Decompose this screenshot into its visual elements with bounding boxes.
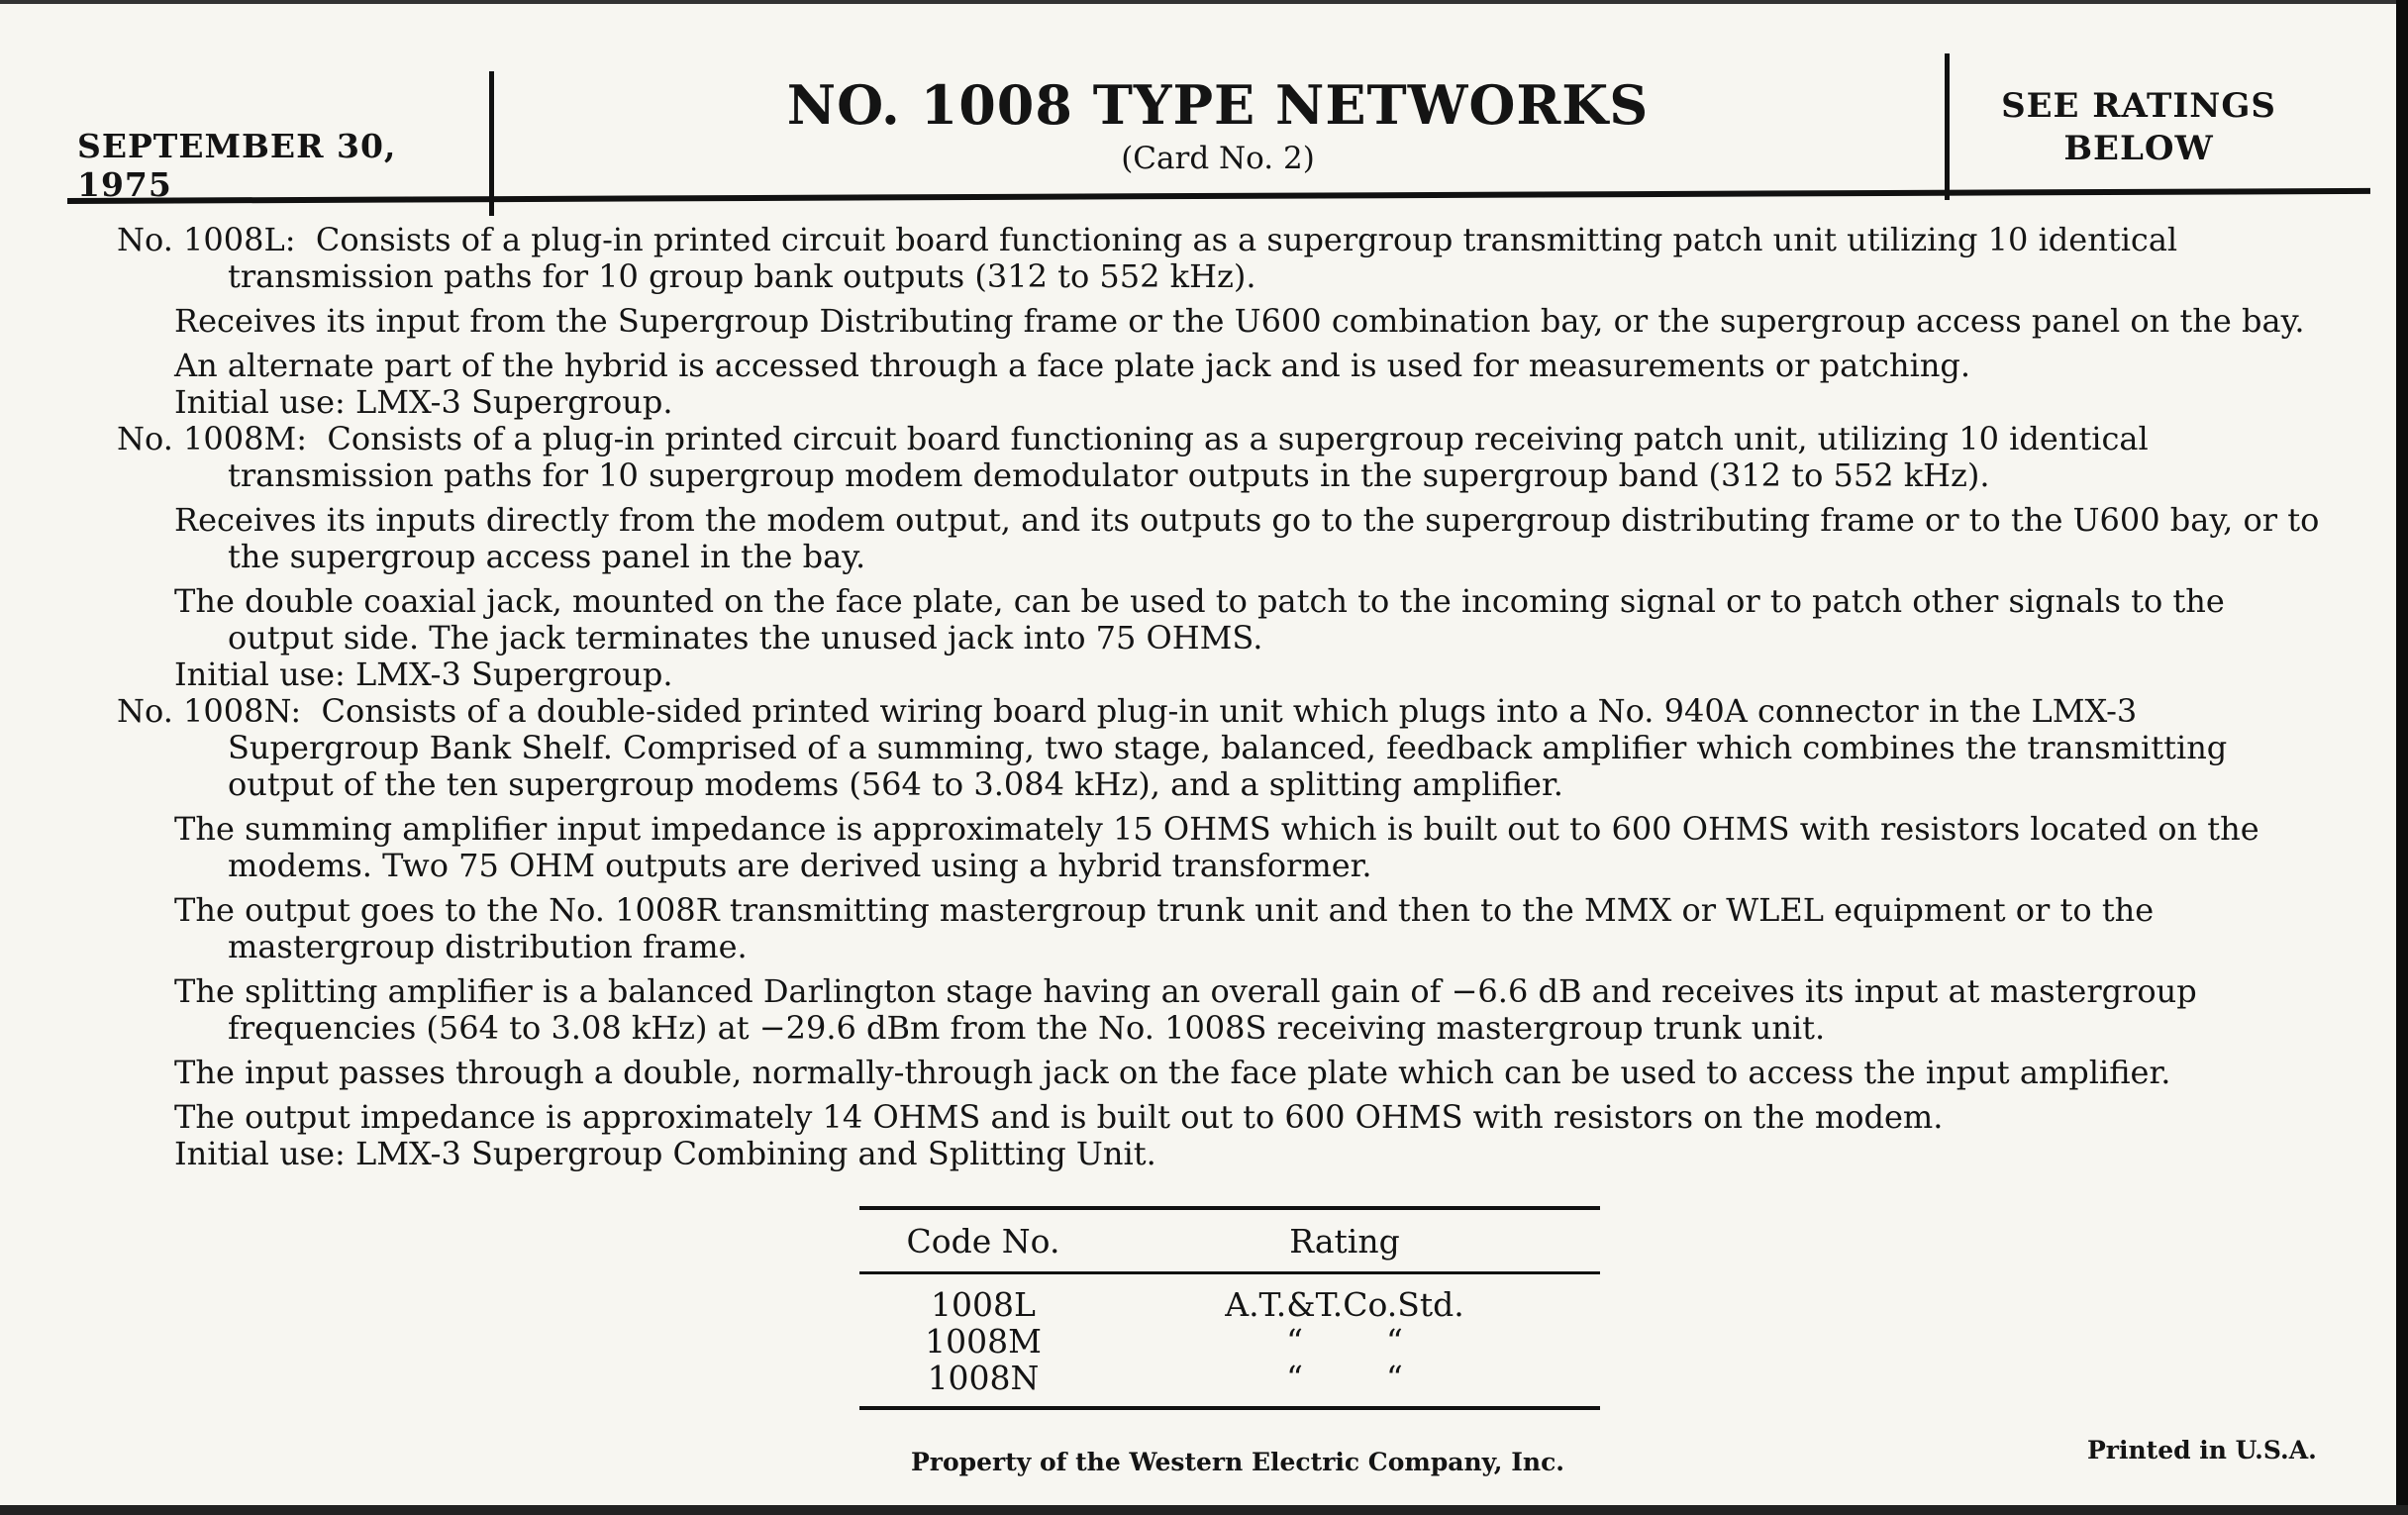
rating-cell: A.T.&T.Co.Std. [1225, 1285, 1464, 1324]
initial-use: Initial use: LMX-3 Supergroup. [174, 383, 673, 421]
table-row [859, 1286, 1600, 1323]
initial-use: Initial use: LMX-3 Supergroup. [174, 656, 673, 693]
ratings-note-line2: BELOW [2063, 129, 2214, 168]
code-cell: 1008M [925, 1322, 1042, 1361]
table-body [859, 1274, 1600, 1406]
header-code-no: Code No. [906, 1221, 1060, 1261]
entry-lead-text: Consists of a double-sided printed wiring board plug-in unit which plugs into a No. 940A connector in the LMX-3 Supergroup Bank Shelf. Comprised of a summing, two stage, balanced, feedback amplifier which combines the transmitting output of the ten supergroup modems (564 to 3.084 kHz), and a splitting amplifier. [228, 692, 2228, 803]
entry-1008n [117, 693, 2331, 803]
paragraph: The double coaxial jack, mounted on the face plate, can be used to patch to the incoming signal or to patch other signals to the output side. The jack terminates the unused jack into 75 OHMS. [174, 582, 2225, 656]
table-row [859, 1360, 1600, 1396]
entry-lead: No. 1008M: [117, 420, 308, 457]
bottom-edge [0, 1505, 2408, 1515]
initial-use: Initial use: LMX-3 Supergroup Combining and Splitting Unit. [174, 1135, 1156, 1172]
entry-1008m [117, 421, 2331, 494]
page-title: NO. 1008 TYPE NETWORKS [786, 73, 1650, 137]
table-row [859, 1323, 1600, 1360]
issue-date: SEPTEMBER 30, 1975 [77, 127, 397, 204]
entry-lead: No. 1008L: [117, 221, 296, 258]
code-cell: 1008L [931, 1285, 1036, 1324]
header-divider-right [1945, 53, 1950, 200]
header-rating: Rating [1289, 1221, 1400, 1261]
entry-1008l [117, 222, 2331, 295]
table-bottom-rule [859, 1406, 1600, 1410]
code-cell: 1008N [927, 1359, 1040, 1397]
rating-cell: “ “ [1286, 1359, 1403, 1397]
paragraph: The output goes to the No. 1008R transmitting mastergroup trunk unit and then to the MMX or WLEL equipment or to the mastergroup distribution frame. [174, 891, 2155, 965]
ratings-note [1960, 85, 2317, 170]
ratings-note-line1: SEE RATINGS [2001, 86, 2276, 126]
entry-lead-text: Consists of a plug-in printed circuit board functioning as a supergroup receiving patch unit, utilizing 10 identical transmission paths for 10 supergroup modem demodulator outputs in the supergroup band (312 to 552 kHz). [228, 420, 2149, 494]
right-edge [2396, 0, 2408, 1515]
paragraph: The splitting amplifier is a balanced Darlington stage having an overall gain of −6.6 dB and receives its input at mastergroup frequencies (564 to 3.08 kHz) at −29.6 dBm from the No. 1008S receiving mastergroup trunk unit. [174, 972, 2197, 1047]
paragraph: Receives its inputs directly from the modem output, and its outputs go to the supergroup distributing frame or to the U600 bay, or to the supergroup access panel in the bay. [174, 501, 2320, 575]
entry-lead: No. 1008N: [117, 692, 302, 730]
property-notice: Property of the Western Electric Company, Inc. [911, 1448, 1565, 1476]
paragraph: Receives its input from the Supergroup Distributing frame or the U600 combination bay, or the supergroup access panel on the bay. [174, 302, 2305, 340]
entry-lead-text: Consists of a plug-in printed circuit board functioning as a supergroup transmitting patch unit utilizing 10 identical transmission paths for 10 group bank outputs (312 to 552 kHz). [228, 221, 2178, 295]
rating-cell: “ “ [1286, 1322, 1403, 1361]
ratings-table [859, 1206, 1600, 1410]
body-text [117, 222, 2331, 1172]
top-edge [0, 0, 2408, 4]
card-number: (Card No. 2) [1121, 141, 1315, 176]
printed-notice: Printed in U.S.A. [2087, 1436, 2317, 1464]
paragraph: An alternate part of the hybrid is accessed through a face plate jack and is used for measurements or patching. [174, 347, 1971, 384]
table-header-row [859, 1210, 1600, 1271]
header-divider-left [489, 71, 494, 216]
paragraph: The summing amplifier input impedance is approximately 15 OHMS which is built out to 600 OHMS with resistors located on the modems. Two 75 OHM outputs are derived using a hybrid transformer. [174, 810, 2259, 884]
paragraph: The output impedance is approximately 14 OHMS and is built out to 600 OHMS with resistors on the modem. [174, 1098, 1944, 1136]
paragraph: The input passes through a double, normally-through jack on the face plate which can be used to access the input amplifier. [174, 1054, 2171, 1091]
